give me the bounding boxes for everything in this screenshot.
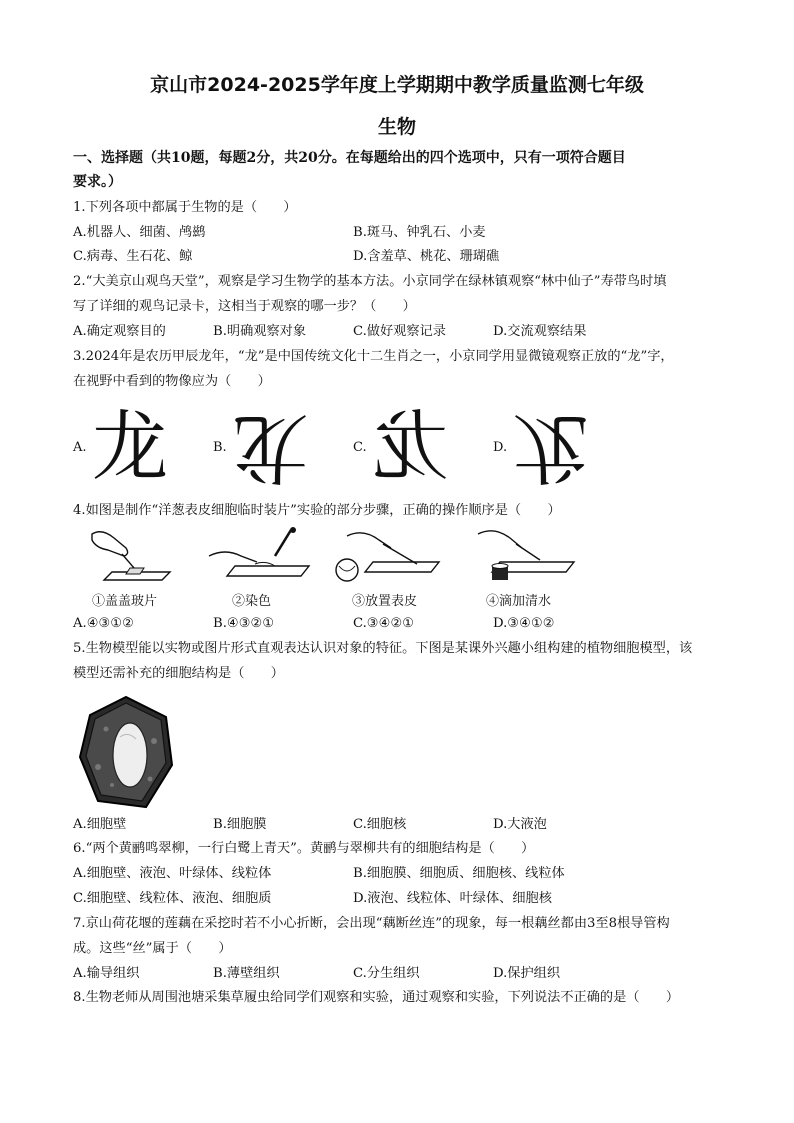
q5-option-b: B.细胞膜 [213,817,267,832]
q5-stem-line2: 模型还需补充的细胞结构是（ ） [73,666,284,681]
q3-glyph-c: 龙 [372,402,449,491]
q7-stem-line1: 7.京山荷花堰的莲藕在采挖时若不小心折断，会出现“藕断丝连”的现象，每一根藕丝都由3至8根导管构 [73,916,670,931]
q7-option-c: C.分生组织 [353,966,420,981]
q2-option-b: B.明确观察对象 [213,324,307,339]
q3-glyph-a: 龙 [92,402,168,491]
q2-option-a: A.确定观察目的 [73,324,166,339]
q1-option-c: C.病毒、生石花、鲸 [73,249,193,264]
q5-plant-cell-model [76,695,176,811]
q8-stem: 8.生物老师从周围池塘采集草履虫给同学们观察和实验，通过观察和实验，下列说法不正确的是（ ） [73,990,680,1005]
section-heading [73,146,733,194]
q3-option-c-label: C. [353,440,367,455]
q3-option-b-label: B. [213,440,227,455]
q6-option-a: A.细胞壁、液泡、叶绿体、线粒体 [73,866,272,881]
q1-option-b: B.斑马、钟乳石、小麦 [353,225,486,240]
q4-step1-illustration [78,526,178,584]
q3-glyph-b: 龙 [232,403,309,492]
q1-option-a: A.机器人、细菌、鸬鹚 [73,225,206,240]
subject-title: 生物 [377,116,416,138]
q3-option-d-label: D. [493,440,508,455]
section-heading-line2: 要求。） [73,174,122,190]
q7-option-a: A.输导组织 [73,966,140,981]
q3-stem-line1: 3.2024年是农历甲辰龙年，“龙”是中国传统文化十二生肖之一，小京同学用显微镜观察正放的“龙”字， [73,349,674,364]
q6-stem: 6.“两个黄鹂鸣翠柳，一行白鹭上青天”。黄鹂与翠柳共有的细胞结构是（ ） [73,841,535,856]
q2-option-c: C.做好观察记录 [353,324,446,339]
q6-option-b: B.细胞膜、细胞质、细胞核、线粒体 [353,866,565,881]
q7-stem-line2: 成。这些“丝”属于（ ） [73,941,232,956]
q7-option-b: B.薄壁组织 [213,966,280,981]
q4-step3-illustration [333,526,443,584]
q5-option-c: C.细胞核 [353,817,407,832]
q6-option-d: D.液泡、线粒体、叶绿体、细胞核 [353,891,552,906]
q4-step4-illustration [470,526,580,584]
q4-caption-2: ②染色 [232,594,272,609]
q4-option-d: D.③④①② [493,616,555,631]
q4-caption-3: ③放置表皮 [352,594,418,609]
q5-stem-line1: 5.生物模型能以实物或图片形式直观表达认识对象的特征。下图是某课外兴趣小组构建的植物细胞模型，该 [73,641,693,656]
q4-option-a: A.④③①② [73,616,135,631]
q4-stem: 4.如图是制作“洋葱表皮细胞临时装片”实验的部分步骤，正确的操作顺序是（ ） [73,503,561,518]
q1-option-d: D.含羞草、桃花、珊瑚礁 [353,249,500,264]
q3-option-a-label: A. [73,440,87,455]
q3-glyph-d: 龙 [512,403,589,492]
q2-stem-line1: 2.“大美京山观鸟天堂”，观察是学习生物学的基本方法。小京同学在绿林镇观察“林中仙子”寿带鸟时填 [73,274,667,289]
q4-option-b: B.④③②① [213,616,275,631]
q5-option-a: A.细胞壁 [73,817,127,832]
q2-option-d: D.交流观察结果 [493,324,587,339]
q2-stem-line2: 写了详细的观鸟记录卡，这相当于观察的哪一步？（ ） [73,299,416,314]
q3-stem-line2: 在视野中看到的物像应为（ ） [73,374,271,389]
q4-caption-4: ④滴加清水 [486,594,552,609]
q6-option-c: C.细胞壁、线粒体、液泡、细胞质 [73,891,272,906]
q5-option-d: D.大液泡 [493,817,547,832]
section-heading-line1: 一、选择题（共10题，每题2分，共20分。在每题给出的四个选项中，只有一项符合题目 [73,150,626,166]
q1-stem: 1.下列各项中都属于生物的是（ ） [73,200,297,215]
q7-option-d: D.保护组织 [493,966,561,981]
q4-caption-1: ①盖盖玻片 [92,594,158,609]
q4-step2-illustration [205,526,315,584]
exam-title: 京山市2024-2025学年度上学期期中教学质量监测七年级 [150,74,644,96]
q4-option-c: C.③④②① [353,616,415,631]
